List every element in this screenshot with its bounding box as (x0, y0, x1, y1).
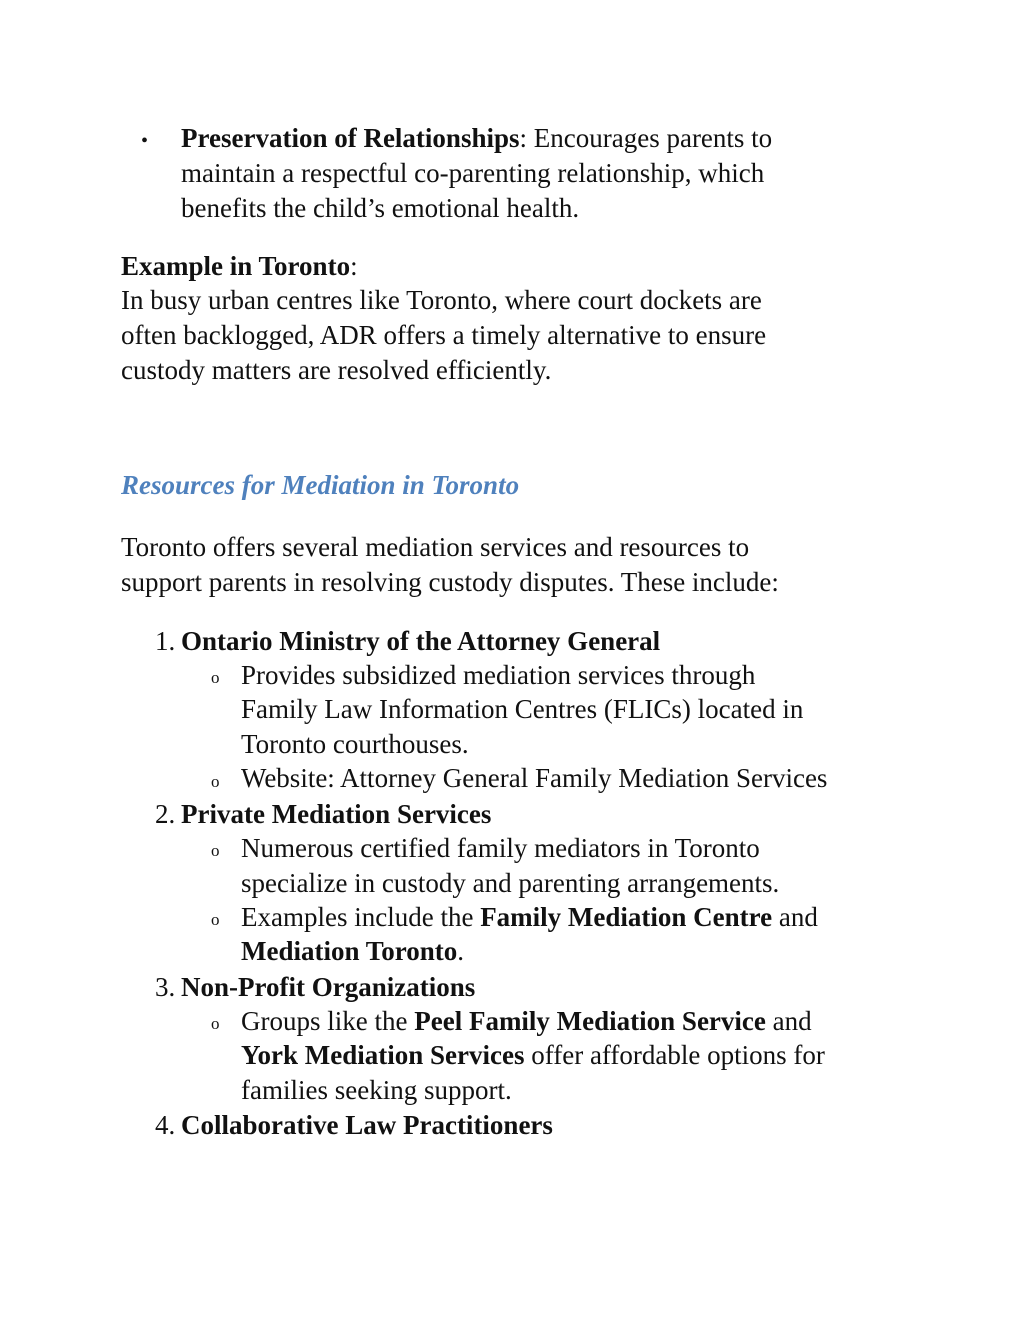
org-name: Peel Family Mediation Service (414, 1006, 766, 1036)
sub-item-line: families seeking support. (241, 1075, 512, 1105)
sub-item-text: and (772, 902, 818, 932)
list-item-title-text: Ontario Ministry of the Attorney General (181, 626, 661, 656)
resources-intro-line: Toronto offers several mediation services and resources to (121, 532, 750, 562)
sub-item-line: Toronto courthouses. (241, 729, 469, 759)
list-item-number: 3. (155, 972, 176, 1002)
sub-bullet-icon: o (211, 910, 220, 929)
example-paragraph-line: often backlogged, ADR offers a timely alternative to ensure (121, 320, 767, 350)
bullet-item-colon: : (519, 123, 528, 153)
bullet-item-line-1 (181, 121, 772, 155)
sub-bullet-icon: o (211, 841, 220, 860)
resources-heading: Resources for Mediation in Toronto (121, 470, 520, 500)
sub-bullet-icon: o (211, 772, 220, 791)
sub-item-text: and (765, 1006, 812, 1036)
sub-item-text: . (457, 936, 465, 966)
sub-item-line: Website: Attorney General Family Mediation Services (241, 763, 828, 793)
example-paragraph-line: custody matters are resolved efficiently. (121, 355, 552, 385)
sub-item-line (241, 900, 818, 934)
bullet-item-title: Preservation of Relationships (181, 123, 520, 153)
sub-item-text: offer affordable options for (524, 1040, 825, 1070)
list-item-title-text: Collaborative Law Practitioners (181, 1110, 553, 1140)
list-item-title (181, 797, 491, 831)
sub-item-line (241, 1038, 825, 1072)
example-colon: : (350, 251, 358, 281)
bullet-item-text: Encourages parents to (527, 123, 773, 153)
sub-item-text: Groups like the (241, 1006, 415, 1036)
sub-item-text: Examples include the (241, 902, 481, 932)
bullet-item-line-2: maintain a respectful co-parenting relationship, which (181, 158, 765, 188)
list-item-title (181, 970, 475, 1004)
org-name: York Mediation Services (241, 1040, 525, 1070)
sub-bullet-icon: o (211, 668, 220, 687)
bullet-item-line-3: benefits the child’s emotional health. (181, 193, 580, 223)
org-name: Family Mediation Centre (480, 902, 773, 932)
org-name: Mediation Toronto (241, 936, 458, 966)
list-item-title (181, 1108, 553, 1142)
list-item-title-text: Private Mediation Services (181, 799, 492, 829)
list-item-number: 1. (155, 626, 176, 656)
sub-item-line: Numerous certified family mediators in Toronto (241, 833, 760, 863)
example-paragraph-line: In busy urban centres like Toronto, where court dockets are (121, 285, 762, 315)
sub-item-line: Provides subsidized mediation services through (241, 660, 756, 690)
bullet-icon: • (141, 130, 149, 152)
list-item-title (181, 624, 660, 658)
list-item-number: 4. (155, 1110, 176, 1140)
list-item-number: 2. (155, 799, 176, 829)
sub-item-line (241, 1004, 812, 1038)
sub-item-line: Family Law Information Centres (FLICs) located in (241, 694, 804, 724)
sub-item-line (241, 934, 464, 968)
sub-item-line: specialize in custody and parenting arrangements. (241, 868, 780, 898)
example-heading (121, 249, 358, 283)
sub-bullet-icon: o (211, 1014, 220, 1033)
resources-intro-line: support parents in resolving custody disputes. These include: (121, 567, 779, 597)
example-title: Example in Toronto (121, 251, 351, 281)
list-item-title-text: Non-Profit Organizations (181, 972, 476, 1002)
